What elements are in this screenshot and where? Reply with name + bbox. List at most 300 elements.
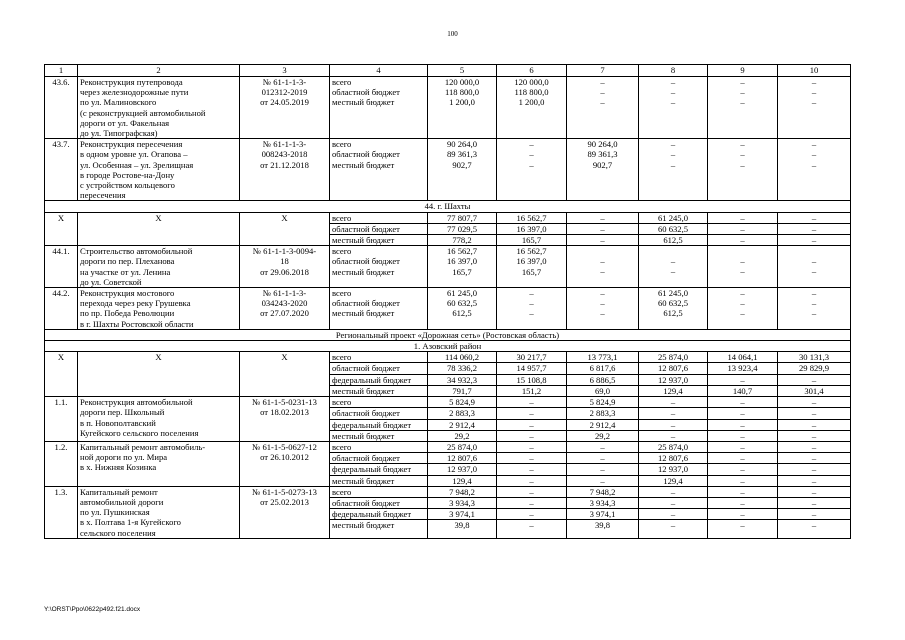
item-document-line: от 24.05.2019 — [260, 97, 309, 108]
fund-amount: 39,8 — [454, 520, 470, 531]
fund-amount: – — [811, 235, 817, 246]
fund-subrow — [708, 235, 777, 246]
fund-value-cell — [428, 352, 497, 397]
fund-amount: 612,5 — [452, 308, 472, 319]
fund-source-cell — [330, 212, 428, 246]
fund-amount: – — [567, 213, 638, 224]
fund-amount: 2 883,3 — [428, 408, 496, 419]
header-cell-1: 1 — [45, 65, 78, 77]
item-name-line: Строительство автомобильной — [80, 246, 193, 257]
fund-subrow — [330, 385, 427, 396]
fund-amount: 60 632,5 — [657, 298, 689, 309]
fund-subrow — [497, 256, 566, 266]
fund-subtable — [428, 77, 496, 108]
fund-subrow — [708, 509, 777, 520]
fund-subtable — [639, 397, 707, 441]
fund-subrow — [639, 139, 707, 149]
header-cell-3: 3 — [240, 65, 330, 77]
fund-source: областной бюджет — [330, 453, 427, 464]
fund-subrow — [567, 308, 638, 318]
fund-amount: – — [740, 149, 745, 160]
fund-amount: 612,5 — [663, 235, 683, 246]
fund-value-cell — [639, 77, 708, 139]
fund-subrow — [330, 223, 427, 234]
fund-amount: 120 000,0 — [444, 77, 480, 87]
fund-subtable — [428, 213, 496, 246]
fund-subtable — [497, 213, 566, 246]
fund-subtable — [497, 442, 566, 486]
fund-value-cell — [639, 441, 708, 486]
fund-value-cell — [778, 441, 851, 486]
item-name-line: (с реконструкцией автомобильной — [80, 107, 206, 118]
fund-amount: 165,7 — [521, 266, 542, 277]
fund-amount: – — [708, 397, 777, 408]
fund-amount: – — [740, 298, 745, 309]
fund-subrow — [708, 77, 777, 87]
fund-subtable — [567, 288, 638, 319]
fund-subtable — [330, 352, 427, 396]
page-number: 100 — [447, 30, 458, 38]
item-name-line: автомобильной дороги — [80, 496, 164, 507]
fund-subrow — [639, 475, 707, 486]
fund-subrow — [567, 266, 638, 276]
fund-subrow — [639, 223, 707, 234]
item-name-line: Кугейского сельского поселения — [80, 427, 199, 438]
fund-subrow — [497, 408, 566, 419]
fund-subrow — [778, 430, 850, 441]
fund-amount: – — [600, 77, 605, 87]
fund-value-cell — [639, 212, 708, 246]
fund-value-cell — [497, 139, 567, 201]
fund-source: местный бюджет — [332, 430, 395, 441]
fund-amount: – — [778, 442, 850, 453]
fund-subrow — [567, 213, 638, 224]
fund-amount: – — [600, 475, 605, 486]
fund-amount — [639, 246, 707, 256]
fund-amount: – — [600, 97, 605, 108]
fund-source-cell — [330, 246, 428, 288]
fund-subrow — [330, 139, 427, 149]
fund-amount: – — [740, 308, 745, 319]
fund-amount: 60 632,5 — [446, 298, 478, 309]
fund-amount: 2 912,4 — [428, 419, 496, 430]
fund-subrow — [708, 397, 777, 408]
fund-subrow — [428, 352, 496, 363]
header-cell-2: 2 — [78, 65, 240, 77]
fund-value-cell — [428, 212, 497, 246]
item-document-line: от 26.10.2012 — [260, 452, 309, 463]
fund-subrow — [567, 408, 638, 419]
fund-value-cell — [567, 77, 639, 139]
item-name-line: дороги от ул. Факельная — [80, 117, 170, 128]
fund-subrow — [497, 419, 566, 430]
fund-subrow — [778, 374, 850, 385]
item-name-line: ной дороги по ул. Мира — [80, 452, 168, 463]
fund-subrow — [428, 298, 496, 308]
fund-subrow — [330, 374, 427, 385]
fund-amount: 129,4 — [663, 475, 683, 486]
fund-value-cell — [567, 441, 639, 486]
item-number: 1.1. — [45, 397, 78, 442]
fund-subrow — [708, 363, 777, 374]
fund-subrow — [778, 266, 850, 276]
fund-subrow — [778, 408, 850, 419]
fund-subrow — [778, 464, 850, 475]
fund-subtable — [428, 487, 496, 531]
fund-amount: – — [740, 475, 745, 486]
fund-subrow — [428, 509, 496, 520]
fund-subrow — [330, 246, 427, 256]
fund-subrow — [708, 374, 777, 385]
item-document-line: от 29.06.2018 — [260, 266, 309, 277]
fund-subtable — [497, 77, 566, 108]
fund-subrow — [330, 453, 427, 464]
fund-subrow — [778, 442, 850, 453]
fund-subrow — [428, 160, 496, 170]
fund-source: всего — [330, 442, 427, 453]
section-row — [45, 341, 851, 352]
fund-amount: – — [740, 87, 745, 98]
fund-subrow — [639, 288, 707, 298]
item-name — [78, 246, 240, 288]
fund-amount: 89 361,3 — [446, 149, 478, 160]
fund-subtable — [778, 352, 850, 396]
fund-subtable — [567, 397, 638, 441]
fund-subrow — [497, 298, 566, 308]
fund-amount: 5 824,9 — [567, 397, 638, 408]
fund-subtable — [567, 487, 638, 531]
fund-subrow — [639, 408, 707, 419]
fund-value-cell — [778, 288, 851, 330]
fund-amount: 140,7 — [732, 385, 753, 396]
table-row — [45, 352, 851, 397]
fund-subrow — [330, 430, 427, 441]
fund-value-cell — [708, 486, 778, 538]
fund-amount: – — [708, 223, 777, 234]
fund-subtable — [330, 487, 427, 531]
fund-source: областной бюджет — [330, 497, 427, 508]
fund-amount: – — [811, 308, 817, 319]
fund-amount: 12 807,6 — [639, 453, 707, 464]
header-cell-9: 9 — [708, 65, 778, 77]
item-document-line: Х — [281, 352, 288, 363]
header-cell-8: 8 — [639, 65, 708, 77]
fund-amount: 34 932,3 — [428, 374, 496, 385]
fund-amount: – — [740, 235, 745, 246]
fund-subtable — [567, 352, 638, 396]
fund-amount: – — [708, 213, 777, 224]
fund-value-cell — [639, 139, 708, 201]
header-cell-6: 6 — [497, 65, 567, 77]
fund-subrow — [708, 256, 777, 266]
fund-subrow — [567, 298, 638, 308]
fund-subrow — [330, 256, 427, 266]
fund-subrow — [778, 288, 850, 298]
fund-source: областной бюджет — [330, 408, 427, 419]
fund-subrow — [567, 87, 638, 97]
section-row — [45, 201, 851, 212]
fund-amount: – — [529, 475, 534, 486]
fund-subrow — [567, 223, 638, 234]
fund-amount: – — [811, 159, 817, 170]
fund-subrow — [497, 267, 566, 277]
fund-amount: – — [708, 408, 777, 419]
fund-subrow — [330, 509, 427, 520]
fund-subrow — [639, 213, 707, 224]
item-name-line: перехода через реку Грушевка — [80, 298, 191, 309]
fund-subrow — [497, 464, 566, 475]
fund-subtable — [330, 246, 427, 277]
fund-subrow — [497, 497, 566, 508]
fund-value-cell — [708, 77, 778, 139]
fund-subrow — [330, 149, 427, 159]
fund-subtable — [708, 442, 777, 486]
fund-subrow — [428, 397, 496, 408]
item-document-line: от 18.02.2013 — [260, 407, 309, 418]
fund-amount: – — [670, 266, 676, 277]
fund-amount: 6 817,6 — [567, 363, 638, 374]
fund-value-cell — [428, 246, 497, 288]
fund-amount: 791,7 — [452, 385, 472, 396]
fund-amount: – — [529, 288, 534, 299]
fund-value-cell — [639, 486, 708, 538]
fund-amount: – — [740, 520, 745, 531]
fund-source: местный бюджет — [332, 520, 395, 531]
fund-value-cell — [778, 212, 851, 246]
fund-subrow — [778, 308, 850, 318]
fund-amount: 13 773,1 — [567, 352, 638, 363]
fund-amount: 25 874,0 — [428, 442, 496, 453]
item-document-line: 18 — [280, 256, 289, 267]
fund-amount: 77 807,7 — [428, 213, 496, 224]
fund-subrow — [330, 442, 427, 453]
fund-amount — [778, 246, 850, 256]
fund-subtable — [567, 213, 638, 246]
fund-value-cell — [567, 397, 639, 442]
item-number: 43.7. — [45, 139, 78, 201]
fund-amount: 77 029,5 — [428, 223, 496, 234]
fund-subrow — [497, 308, 566, 318]
fund-value-cell — [708, 441, 778, 486]
fund-subtable — [639, 246, 707, 276]
item-name — [78, 397, 240, 442]
fund-subrow — [428, 464, 496, 475]
fund-source: федеральный бюджет — [330, 509, 427, 520]
fund-subtable — [778, 487, 850, 531]
fund-amount: – — [497, 453, 566, 464]
fund-subtable — [639, 213, 707, 246]
fund-subrow — [497, 385, 566, 396]
fund-subrow — [778, 397, 850, 408]
fund-subtable — [778, 246, 850, 276]
fund-subrow — [778, 87, 850, 97]
fund-source: всего — [332, 139, 352, 150]
fund-subrow — [778, 453, 850, 464]
fund-amount: – — [529, 149, 534, 160]
item-document-line: Х — [281, 212, 288, 223]
fund-amount: – — [600, 308, 605, 319]
fund-amount: 165,7 — [452, 266, 472, 277]
fund-source-cell — [330, 139, 428, 201]
fund-subrow — [428, 419, 496, 430]
fund-subtable — [428, 397, 496, 441]
fund-subrow — [497, 288, 566, 298]
fund-amount: 89 361,3 — [587, 149, 618, 160]
fund-subrow — [497, 139, 566, 149]
fund-amount: – — [811, 520, 817, 531]
fund-subtable — [778, 288, 850, 319]
fund-amount: – — [811, 87, 817, 98]
fund-value-cell — [639, 397, 708, 442]
fund-amount: – — [708, 419, 777, 430]
fund-amount: – — [811, 77, 817, 87]
table-row — [45, 288, 851, 330]
table-row — [45, 212, 851, 246]
fund-amount: – — [600, 235, 605, 246]
fund-subtable — [497, 246, 566, 277]
item-name-line: до ул. Типографская) — [80, 128, 158, 139]
item-name-line: по ул. Пушкинская — [80, 507, 150, 518]
fund-value-cell — [778, 77, 851, 139]
fund-amount: 12 807,6 — [428, 453, 496, 464]
fund-value-cell — [497, 212, 567, 246]
fund-subrow — [567, 374, 638, 385]
fund-subrow — [567, 97, 638, 107]
item-name-line: через железнодорожные пути — [80, 87, 189, 98]
fund-amount: – — [740, 139, 745, 150]
fund-subrow — [497, 442, 566, 453]
fund-amount: – — [740, 159, 745, 170]
fund-subrow — [778, 385, 850, 396]
fund-amount: – — [740, 256, 745, 267]
fund-amount: – — [497, 397, 566, 408]
fund-amount: – — [778, 213, 850, 224]
item-name-line: Х — [155, 212, 162, 223]
fund-amount: – — [529, 430, 534, 441]
fund-amount: – — [600, 87, 605, 98]
fund-value-cell — [708, 288, 778, 330]
item-name-line: по пр. Победа Революции — [80, 308, 175, 319]
fund-amount: 12 937,0 — [639, 374, 707, 385]
fund-amount: 12 807,6 — [639, 363, 707, 374]
fund-subtable — [708, 77, 777, 108]
item-document — [240, 139, 330, 201]
fund-subrow — [639, 308, 707, 318]
fund-subrow — [497, 352, 566, 363]
fund-amount: 61 245,0 — [446, 288, 478, 299]
fund-amount: 1 200,0 — [449, 97, 475, 108]
fund-subrow — [639, 246, 707, 256]
item-number: 1.2. — [45, 441, 78, 486]
fund-source-cell — [330, 486, 428, 538]
fund-subrow — [330, 397, 427, 408]
fund-amount: 114 060,2 — [428, 352, 496, 363]
fund-subrow — [330, 520, 427, 531]
fund-subrow — [330, 497, 427, 508]
item-name-line: в одном уровне ул. Огапова – — [80, 149, 188, 160]
item-number: 44.2. — [45, 288, 78, 330]
fund-subrow — [708, 288, 777, 298]
fund-subtable — [330, 442, 427, 486]
fund-amount: 612,5 — [663, 308, 683, 319]
fund-value-cell — [639, 288, 708, 330]
item-name-line: Х — [155, 352, 162, 363]
section-row — [45, 329, 851, 340]
fund-subrow — [428, 497, 496, 508]
item-name — [78, 486, 240, 538]
item-document-line: № 61-1-1-3- — [262, 77, 307, 87]
fund-subrow — [778, 139, 850, 149]
fund-amount: 13 923,4 — [708, 363, 777, 374]
header-cell-5: 5 — [428, 65, 497, 77]
item-number: 1.3. — [45, 486, 78, 538]
fund-amount: – — [497, 442, 566, 453]
fund-amount: 5 824,9 — [428, 397, 496, 408]
item-name-line: по ул. Малиновского — [80, 97, 157, 108]
fund-subrow — [639, 87, 707, 97]
fund-amount: 778,2 — [452, 235, 472, 246]
header-row — [45, 65, 851, 77]
fund-subrow — [497, 77, 566, 87]
fund-subrow — [639, 487, 707, 498]
fund-amount: 16 562,7 — [497, 213, 566, 224]
fund-subrow — [497, 397, 566, 408]
fund-amount: – — [670, 139, 676, 150]
fund-subrow — [330, 267, 427, 277]
fund-amount: – — [778, 464, 850, 475]
fund-subrow — [639, 160, 707, 170]
item-document-line: от 21.12.2018 — [260, 159, 309, 170]
item-name-line: сельского поселения — [80, 527, 156, 538]
fund-subrow — [708, 223, 777, 234]
fund-source-cell — [330, 441, 428, 486]
fund-subrow — [567, 509, 638, 520]
item-name-line: в х. Нижняя Козинка — [80, 462, 157, 473]
fund-subtable — [708, 487, 777, 531]
item-name-line: Реконструкция автомобильной — [80, 397, 193, 408]
item-name-line: в г. Шахты Ростовской области — [80, 318, 194, 329]
fund-amount: – — [708, 509, 777, 520]
fund-subrow — [330, 487, 427, 498]
fund-subtable — [567, 77, 638, 108]
fund-subrow — [708, 298, 777, 308]
fund-subrow — [497, 160, 566, 170]
fund-amount: – — [529, 159, 534, 170]
item-document-line: № 61-1-5-0231-13 — [252, 397, 317, 408]
fund-value-cell — [497, 441, 567, 486]
fund-subrow — [708, 385, 777, 396]
item-document — [240, 77, 330, 139]
fund-amount: – — [708, 374, 777, 385]
fund-amount: – — [740, 288, 745, 299]
fund-subrow — [428, 374, 496, 385]
fund-subtable — [778, 139, 850, 170]
fund-subtable — [428, 139, 496, 170]
header-cell-10: 10 — [778, 65, 851, 77]
fund-amount: – — [811, 139, 817, 150]
fund-subrow — [778, 419, 850, 430]
fund-value-cell — [428, 288, 497, 330]
fund-amount: – — [497, 509, 566, 520]
item-name — [78, 352, 240, 397]
fund-subrow — [330, 419, 427, 430]
fund-subrow — [778, 298, 850, 308]
fund-amount: – — [811, 288, 817, 299]
fund-amount: 3 934,3 — [567, 497, 638, 508]
item-document-line: № 61-1-1-3- — [262, 288, 307, 299]
fund-subrow — [428, 442, 496, 453]
fund-subrow — [708, 160, 777, 170]
